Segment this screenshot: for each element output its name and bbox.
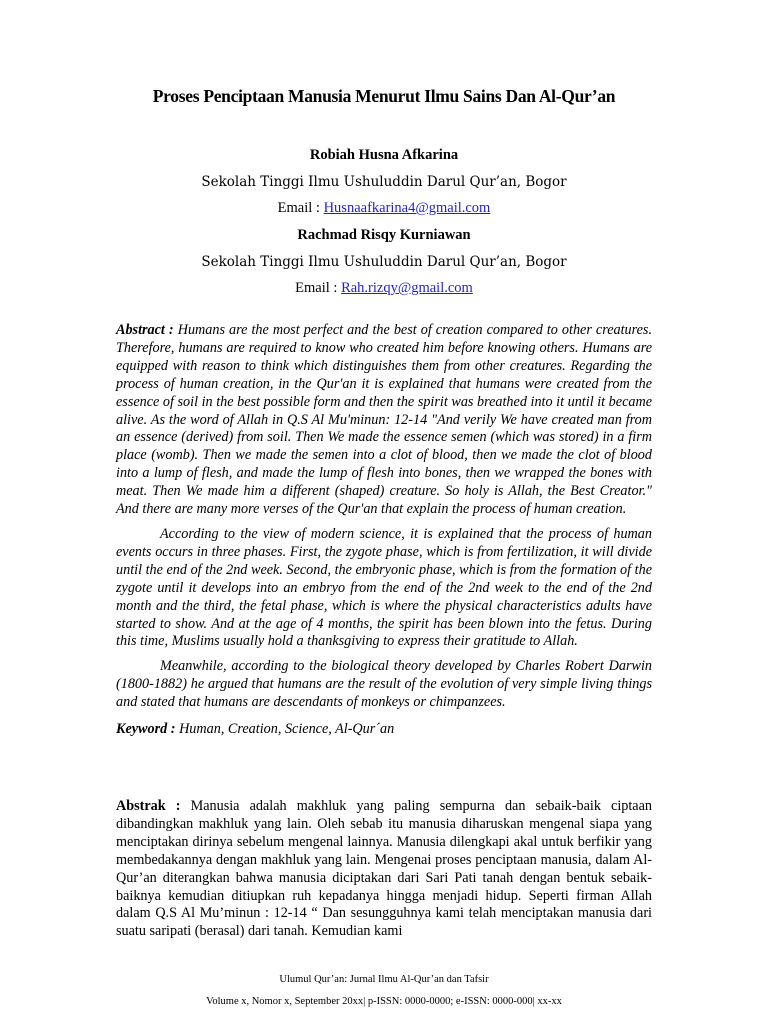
author-affiliation-1: Sekolah Tinggi Ilmu Ushuluddin Darul Qur’an, Bogor [201, 174, 567, 190]
abstract-paragraph-2: According to the view of modern science, it is explained that the process of human events occurs in three phases. First, the zygote phase, which is from fertilization, it will divide until the end of the 2nd week. Second, the embryonic phase, which is from the formation of the zygote until it develops into an embryo from the end of the 2nd week to the end of the 2nd month and the third, the fetal phase, which is where the physical characteristics adults have started to show. And at the age of 4 months, the spirit has been blown into the fetus. During this time, Muslims usually hold a thanksgiving to express their gratitude to Allah. [116, 525, 652, 650]
abstrak-text: Manusia adalah makhluk yang paling sempurna dan sebaik-baik ciptaan dibandingkan makhluk yang lain. Oleh sebab itu manusia diharuskan mengenal siapa yang menciptakan dirinya sebelum mengenal lainnya. Manusia dilengkapi akal untuk berfikir yang membedakannya dengan makhluk yang lain. Mengenai proses penciptaan manusia, dalam Al-Qur’an diterangkan bahwa manusia diciptakan dari Sari Pati tanah dengan bentuk sebaik-baiknya kemudian ditiupkan ruh kepadanya hingga menjadi hidup. Seperti firman Allah dalam Q.S Al Mu’minun : 12-14 “ Dan sesungguhnya kami telah menciptakan manusia dari suatu saripati (berasal) dari tanah. Kemudian kami [116, 798, 652, 940]
abstract-paragraph-1: Abstract : Humans are the most perfect and the best of creation compared to other creatures. Therefore, humans are required to know who created him before knowing others. Humans are equipped with reason to think which distinguishes them from other creatures. Regarding the process of human creation, in the Qur'an it is explained that humans were created from the essence of soil in the best possible form and then the spirit was breathed into it until it became alive. As the word of Allah in Q.S Al Mu'minun: 12-14 "And verily We have created man from an essence (derived) from soil. Then We made the essence semen (which was stored) in a firm place (womb). Then we made the semen into a clot of blood, then we made the clot of blood into a lump of flesh, and made the lump of flesh into bones, then we wrapped the bones with meat. Then We made him a different (shaped) creature. So holy is Allah, the Best Creator." And there are many more verses of the Qur'an that explain the process of human creation. [116, 322, 652, 518]
abstrak-label: Abstrak : [116, 798, 181, 814]
author-affiliation-2: Sekolah Tinggi Ilmu Ushuluddin Darul Qur’an, Bogor [201, 254, 567, 270]
footer-issue: Volume x, Nomor x, September 20xx| p-ISSN: 0000-0000; e-ISSN: 0000-000| xx-xx [206, 996, 562, 1007]
keyword-line [116, 721, 652, 739]
author-name-2: Rachmad Risqy Kurniawan [297, 227, 471, 243]
email-label: Email : [277, 200, 324, 216]
paper-title: Proses Penciptaan Manusia Menurut Ilmu Sains Dan Al-Qur’an [152, 86, 616, 106]
keyword-label: Keyword : [116, 721, 176, 738]
author-email-link-2[interactable]: Rah.rizqy@gmail.com [341, 280, 473, 296]
keyword-values: Human, Creation, Science, Al-Qur´an [175, 721, 395, 738]
email-label: Email : [295, 280, 342, 296]
abstract-label: Abstract : [116, 322, 174, 338]
author-name-1: Robiah Husna Afkarina [309, 147, 459, 163]
author-email-line-1 [0, 200, 768, 217]
author-email-line-2 [0, 280, 768, 297]
author-email-link-1[interactable]: Husnaafkarina4@gmail.com [323, 200, 491, 216]
footer-journal: Ulumul Qur’an: Jurnal Ilmu Al-Qur’an dan Tafsir [279, 974, 489, 985]
abstrak-indonesian [116, 798, 652, 941]
abstract-paragraph-3: Meanwhile, according to the biological theory developed by Charles Robert Darwin (1800-1882) he argued that humans are the result of the evolution of very simple living things and stated that humans are descendants of monkeys or chimpanzees. [116, 658, 652, 711]
abstract-english [116, 322, 652, 739]
